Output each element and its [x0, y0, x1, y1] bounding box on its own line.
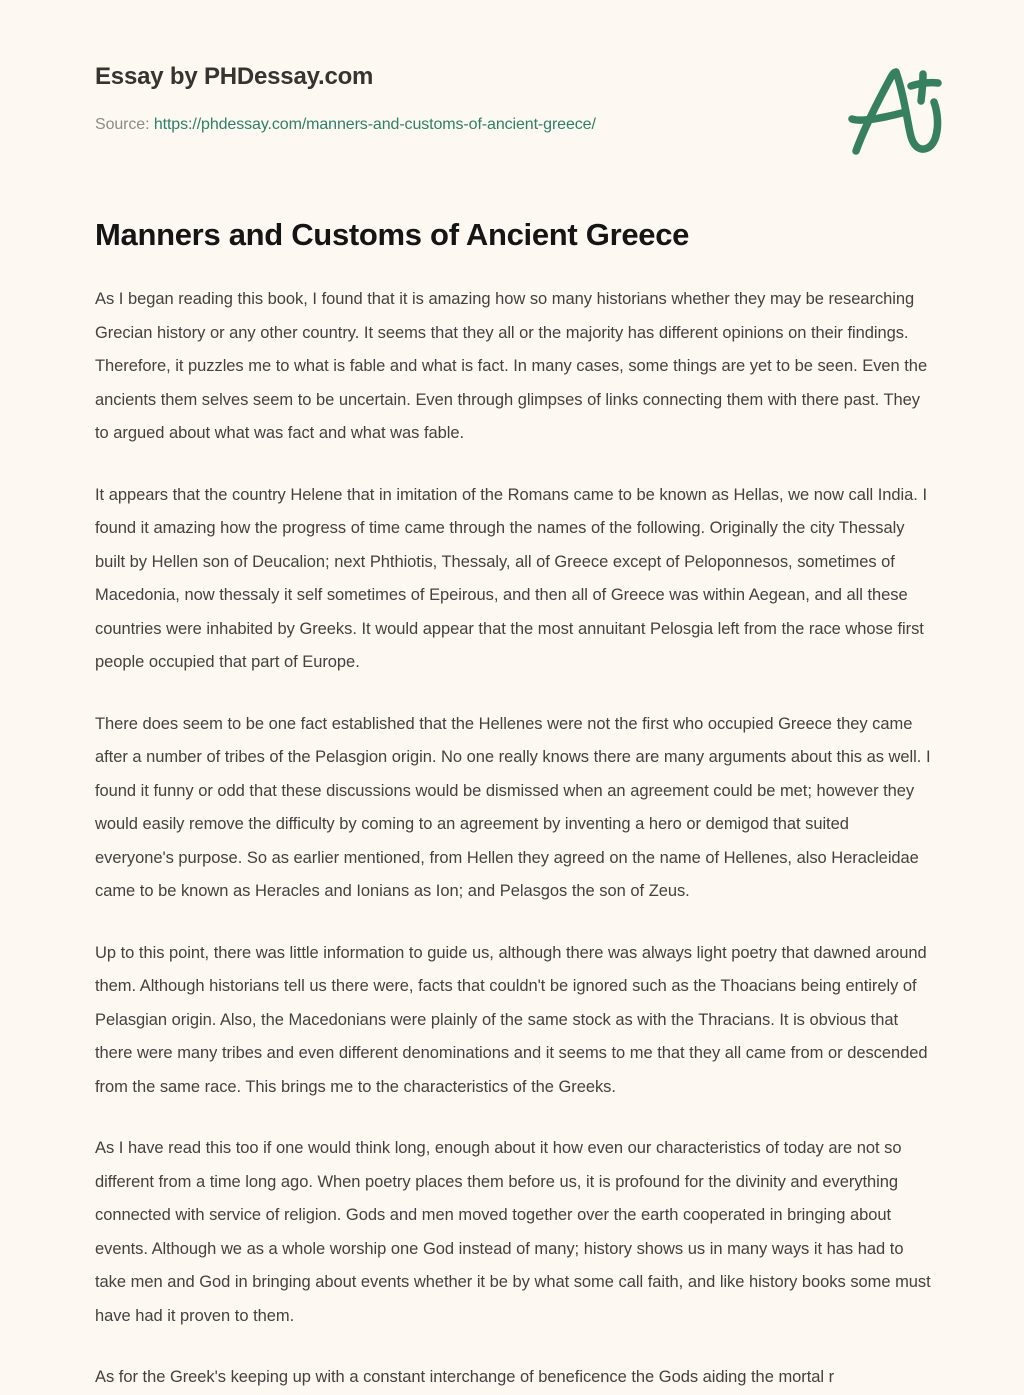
essay-paragraph: As I have read this too if one would think long, enough about it how even our characteristics of today are not so different from a time long ago. When poetry places them before us, it is profound for the divinity and everything connected with service of religion. Gods and men moved together over the earth cooperated in bringing about events. Although we as a whole worship one God instead of many; history shows us in many ways it has had to take men and God in bringing about events whether it be by what some call faith, and like history books some must have had it proven to them.: [95, 1139, 931, 1325]
essay-body: [95, 283, 931, 1395]
source-url-link[interactable]: https://phdessay.com/manners-and-customs-of-ancient-greece/: [153, 116, 596, 133]
essay-paragraph: As I began reading this book, I found that it is amazing how so many historians whether they may be researching Grecian history or any other country. It seems that they all or the majority has different opinions on their findings. Therefore, it puzzles me to what is fable and what is fact. In many cases, some things are yet to be seen. Even the ancients them selves seem to be uncertain. Even through glimpses of links connecting them with there past. They to argued about what was fact and what was fable.: [95, 290, 928, 442]
source-line: [95, 115, 954, 135]
page-header: [95, 62, 954, 172]
page-title: Manners and Customs of Ancient Greece: [95, 217, 690, 252]
essay-paragraph: It appears that the country Helene that in imitation of the Romans came to be known as Hellas, we now call India. I found it amazing how the progress of time came through the names of the following. Originally the city Thessaly built by Hellen son of Deucalion; next Phthiotis, Thessaly, all of Greece except of Peloponnesos, sometimes of Macedonia, now thessaly it self sometimes of Epeirous, and then all of Greece was within Aegean, and all these countries were inhabited by Greeks. It would appear that the most annuitant Pelosgia left from the race whose first people occupied that part of Europe.: [95, 485, 927, 671]
source-label: Source:: [95, 116, 150, 133]
essay-paragraph: As for the Greek's keeping up with a constant interchange of beneficence the Gods aiding the mortal r: [95, 1368, 835, 1386]
essay-paragraph: Up to this point, there was little information to guide us, although there was always light poetry that dawned around them. Although historians tell us there were, facts that couldn't be ignored such as the Thoacians being entirely of Pelasgian origin. Also, the Macedonians were plainly of the same stock as with the Thracians. It is obvious that there were many tribes and even different denominations and it seems to me that they all came from or descended from the same race. This brings me to the characteristics of the Greeks.: [95, 943, 928, 1096]
brand-line: Essay by PHDessay.com: [95, 63, 374, 90]
essay-paragraph: There does seem to be one fact established that the Hellenes were not the first who occupied Greece they came after a number of tribes of the Pelasgion origin. No one really knows there are many arguments about this as well. I found it funny or odd that these discussions would be dismissed when an agreement could be met; however they would easily remove the difficulty by coming to an agreement by inventing a hero or demigod that suited everyone's purpose. So as earlier mentioned, from Hellen they agreed on the name of Hellenes, also Heracleidae came to be known as Heracles and Ionians as Ion; and Pelasgos the son of Zeus.: [95, 714, 931, 900]
phdessay-aplus-logo-icon: [838, 57, 950, 161]
